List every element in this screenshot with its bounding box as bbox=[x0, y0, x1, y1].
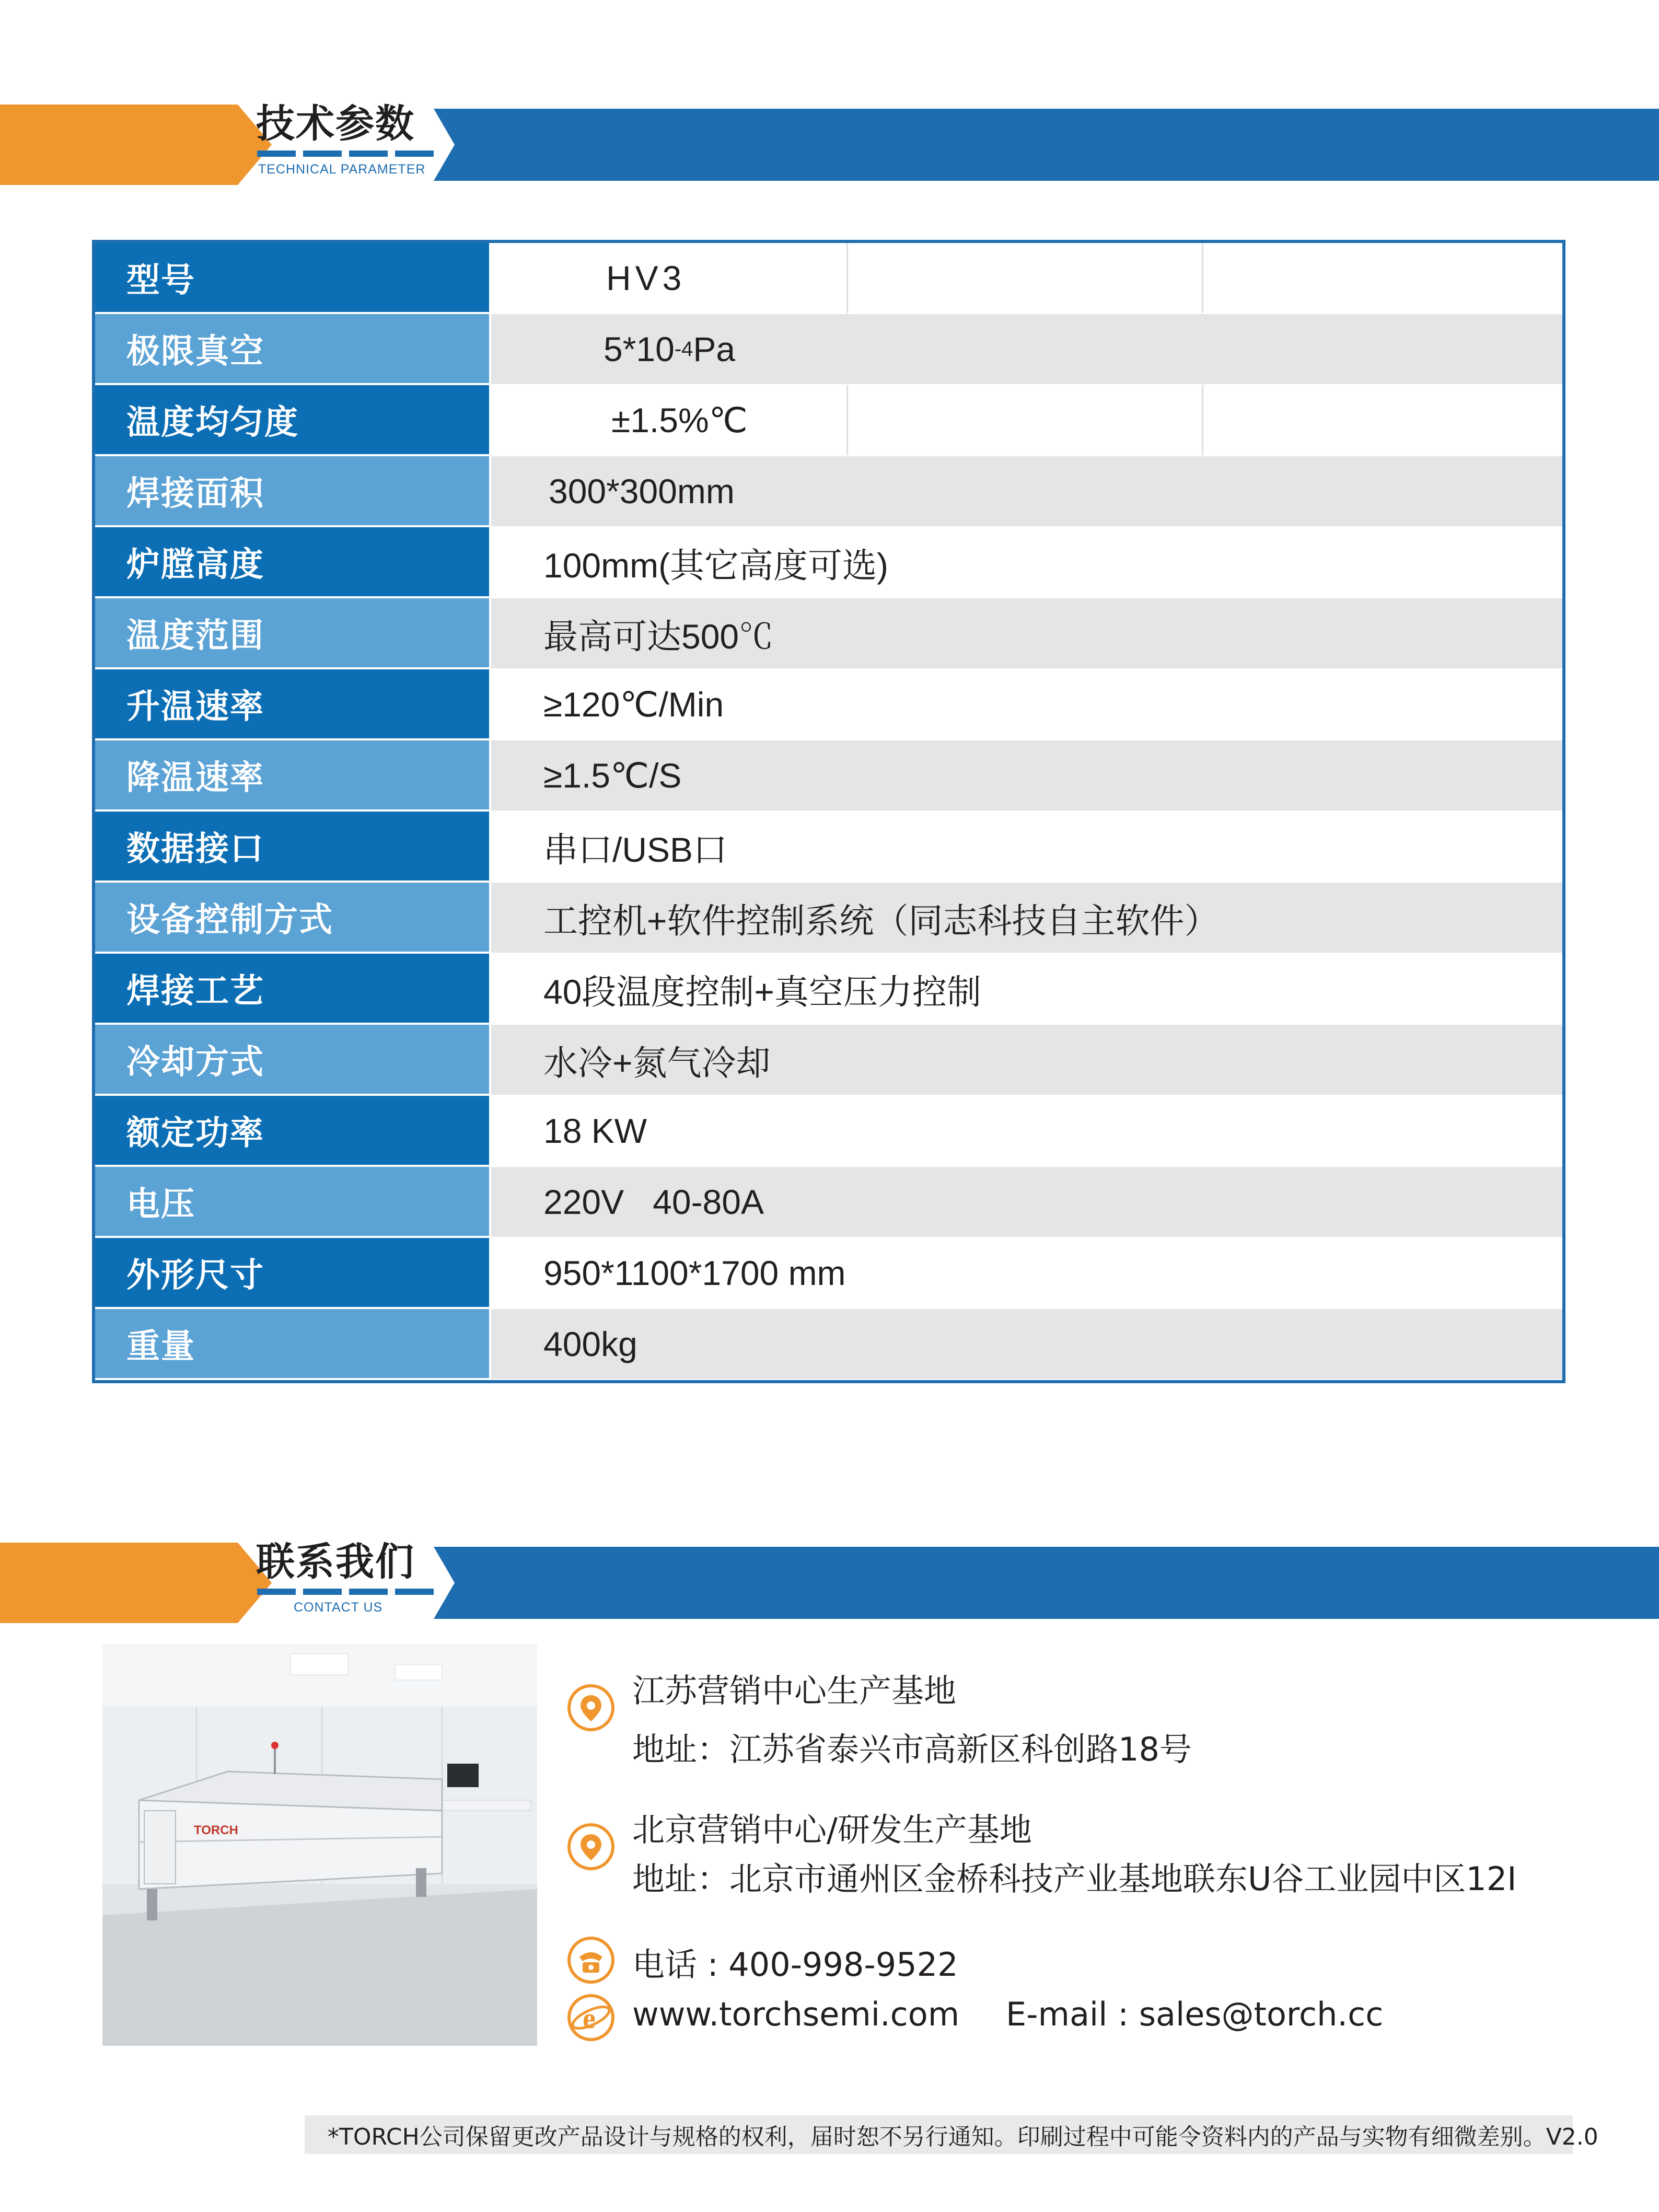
section-title: 联系我们 bbox=[256, 1539, 415, 1584]
table-row bbox=[95, 1096, 1562, 1167]
spec-label: 温度均匀度 bbox=[95, 385, 491, 456]
web-icon bbox=[567, 1994, 615, 2042]
spec-value: 40段温度控制+真空压力控制 bbox=[491, 954, 1562, 1025]
factory-photo bbox=[102, 1643, 537, 2046]
jiangsu-title: 江苏营销中心生产基地 bbox=[632, 1672, 957, 1710]
column-divider bbox=[1202, 243, 1203, 313]
spec-label: 降温速率 bbox=[95, 740, 491, 812]
spec-label: 设备控制方式 bbox=[95, 883, 491, 954]
section-banner-contact bbox=[0, 1539, 1659, 1623]
section-subtitle: CONTACT US bbox=[294, 1600, 383, 1615]
spec-label: 外形尺寸 bbox=[95, 1238, 491, 1309]
table-row bbox=[95, 456, 1562, 527]
jiangsu-address: 地址：江苏省泰兴市高新区科创路18号 bbox=[632, 1730, 1192, 1768]
spec-value: 950*1100*1700 mm bbox=[491, 1238, 1562, 1309]
spec-value bbox=[491, 385, 1562, 456]
spec-label: 数据接口 bbox=[95, 812, 491, 883]
spec-label: 焊接工艺 bbox=[95, 954, 491, 1025]
email-link[interactable]: E-mail : sales@torch.cc bbox=[1006, 1995, 1384, 2033]
spec-label: 型号 bbox=[95, 243, 491, 314]
column-divider bbox=[846, 243, 848, 313]
phone-icon bbox=[567, 1936, 615, 1984]
title-underline bbox=[257, 1589, 434, 1595]
table-row bbox=[95, 385, 1562, 456]
spec-value-exponent: -4 bbox=[674, 337, 693, 361]
svg-text:e: e bbox=[583, 2002, 596, 2035]
table-row bbox=[95, 243, 1562, 314]
spec-label: 温度范围 bbox=[95, 598, 491, 669]
spec-value: 400kg bbox=[491, 1309, 1562, 1380]
spec-value: 220V 40-80A bbox=[491, 1167, 1562, 1238]
table-row bbox=[95, 740, 1562, 812]
table-row bbox=[95, 314, 1562, 385]
table-row bbox=[95, 1309, 1562, 1380]
banner-shape bbox=[0, 1539, 1659, 1623]
spec-value bbox=[491, 243, 1562, 314]
spec-value-text: HV3 bbox=[606, 259, 686, 297]
banner-shape bbox=[0, 101, 1659, 185]
table-row bbox=[95, 598, 1562, 669]
column-divider bbox=[846, 385, 848, 455]
spec-value bbox=[491, 314, 1562, 385]
column-divider bbox=[1202, 385, 1203, 455]
spec-value: 300*300mm bbox=[491, 456, 1562, 527]
spec-label: 额定功率 bbox=[95, 1096, 491, 1167]
beijing-address: 地址：北京市通州区金桥科技产业基地联东U谷工业园中区12I bbox=[632, 1860, 1517, 1898]
footer-disclaimer: *TORCH公司保留更改产品设计与规格的权利，届时恕不另行通知。印刷过程中可能令资料内的产品与实物有细微差别。V2.0 bbox=[305, 2115, 1573, 2154]
table-row bbox=[95, 1238, 1562, 1309]
spec-label: 焊接面积 bbox=[95, 456, 491, 527]
spec-label: 升温速率 bbox=[95, 669, 491, 740]
spec-value: ≥1.5℃/S bbox=[491, 740, 1562, 812]
spec-value-text: ±1.5%℃ bbox=[611, 400, 748, 439]
machine-brand: TORCH bbox=[194, 1823, 238, 1837]
spec-label: 电压 bbox=[95, 1167, 491, 1238]
spec-value: ≥120℃/Min bbox=[491, 669, 1562, 740]
location-icon bbox=[567, 1823, 615, 1871]
spec-table bbox=[92, 240, 1565, 1383]
spec-value: 串口/USB口 bbox=[491, 812, 1562, 883]
spec-value: 最高可达500℃ bbox=[491, 598, 1562, 669]
table-row bbox=[95, 883, 1562, 954]
spec-value: 100mm(其它高度可选) bbox=[491, 527, 1562, 598]
table-row bbox=[95, 1167, 1562, 1238]
table-row bbox=[95, 812, 1562, 883]
section-title: 技术参数 bbox=[256, 101, 415, 146]
spec-label: 炉膛高度 bbox=[95, 527, 491, 598]
spec-value: 工控机+软件控制系统（同志科技自主软件） bbox=[491, 883, 1562, 954]
location-icon bbox=[567, 1684, 615, 1732]
spec-value: 水冷+氮气冷却 bbox=[491, 1025, 1562, 1096]
table-row bbox=[95, 527, 1562, 598]
beijing-title: 北京营销中心/研发生产基地 bbox=[632, 1811, 1032, 1849]
spec-label: 重量 bbox=[95, 1309, 491, 1380]
spec-value-unit: Pa bbox=[693, 330, 736, 368]
title-underline bbox=[257, 150, 434, 157]
spec-label: 冷却方式 bbox=[95, 1025, 491, 1096]
section-banner-spec bbox=[0, 101, 1659, 185]
table-row bbox=[95, 954, 1562, 1025]
spec-label: 极限真空 bbox=[95, 314, 491, 385]
reflow-oven-illustration bbox=[102, 1643, 537, 2046]
table-row bbox=[95, 1025, 1562, 1096]
table-row bbox=[95, 669, 1562, 740]
website-link[interactable]: www.torchsemi.com bbox=[632, 1995, 960, 2033]
spec-value-text: 5*10 bbox=[604, 330, 675, 368]
spec-value: 18 KW bbox=[491, 1096, 1562, 1167]
section-subtitle: TECHNICAL PARAMETER bbox=[258, 162, 426, 177]
phone-text: 电话 : 400-998-9522 bbox=[632, 1945, 958, 1984]
